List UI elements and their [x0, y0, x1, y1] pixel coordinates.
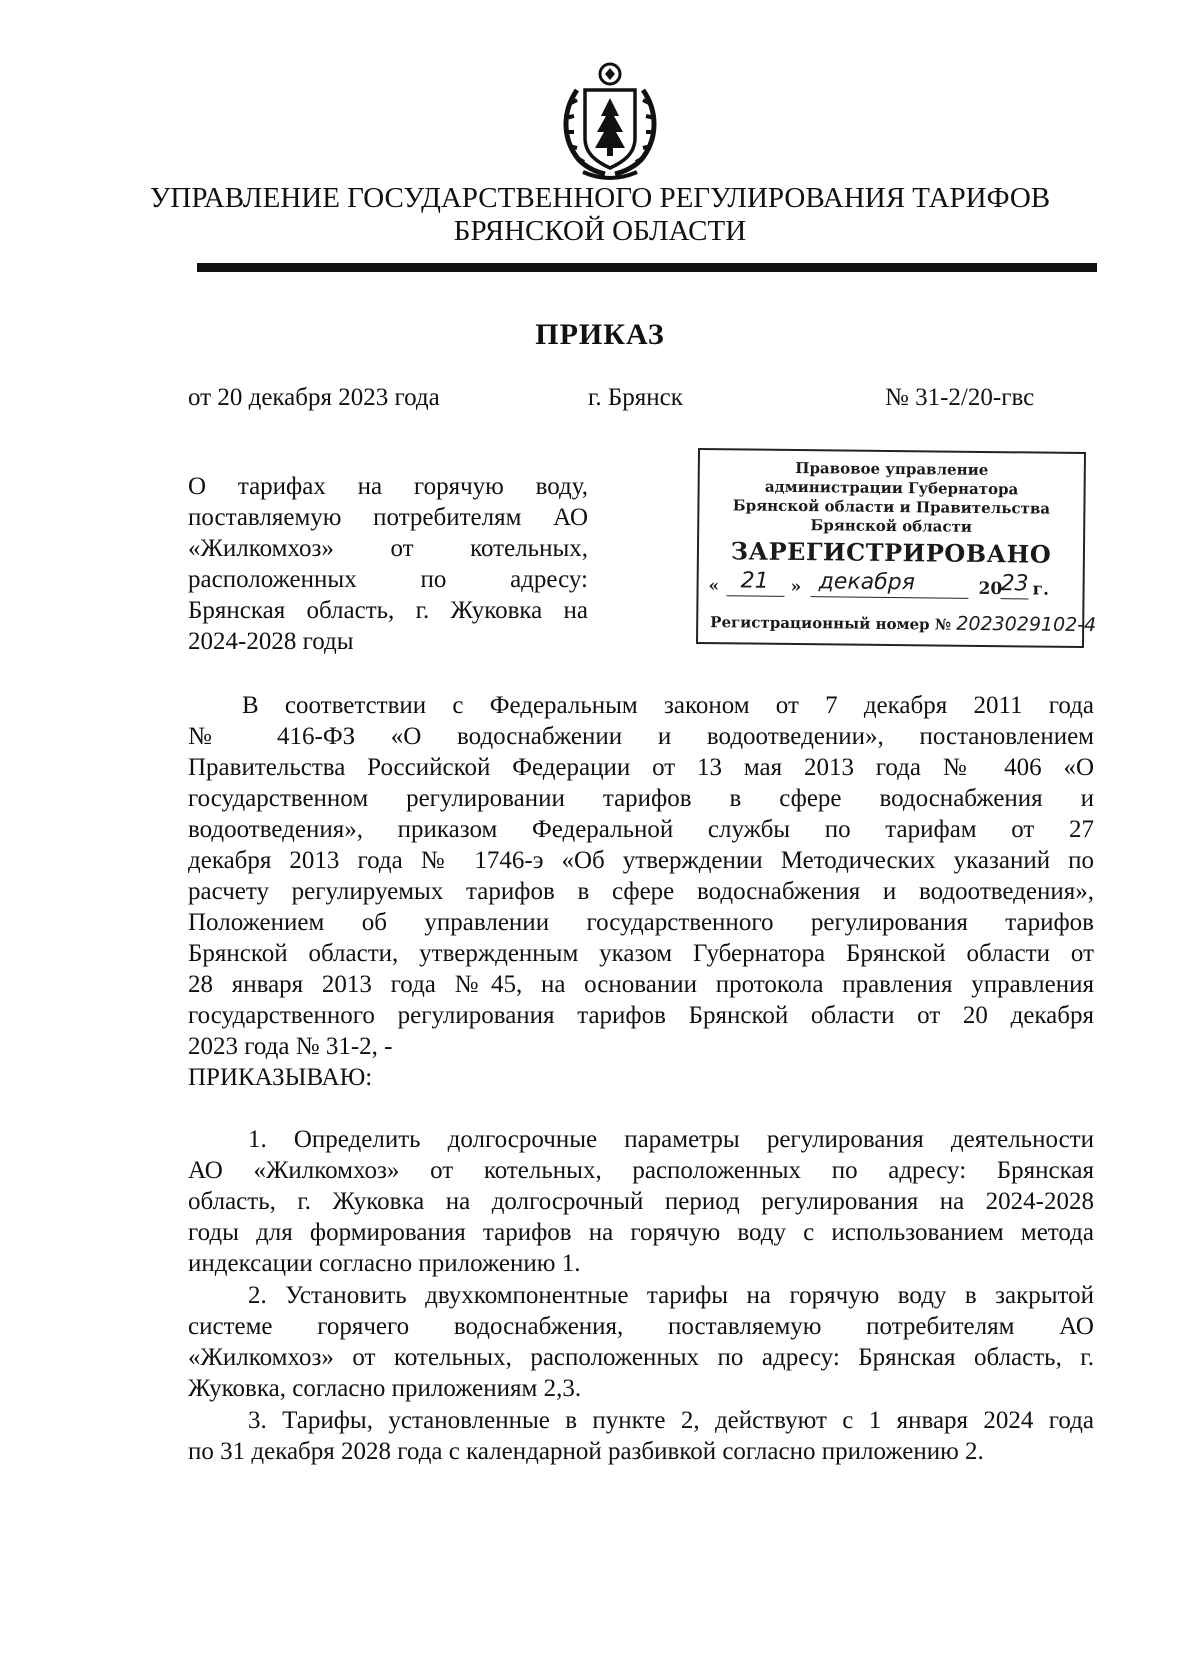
- stamp-registration-number: [710, 610, 1096, 636]
- preamble-paragraph: [188, 690, 1094, 1093]
- stamp-day-underline: [726, 595, 784, 597]
- stamp-line-1: Правовое управление: [795, 458, 989, 480]
- stamp-line-2: администрации Губернатора: [764, 477, 1019, 499]
- preamble-line: государственного регулирования тарифов Брянской области от 20 декабря: [188, 1002, 1094, 1029]
- subject-line: расположенных по адресу:: [188, 566, 588, 593]
- registration-stamp: [696, 448, 1097, 648]
- stamp-day-handwritten: 21: [740, 568, 769, 594]
- stamp-line-4: Брянской области: [810, 516, 973, 536]
- stamp-reg-label: Регистрационный номер №: [710, 613, 952, 634]
- preamble-line: 28 января 2013 года №45, на основании протокола правления управления: [188, 971, 1094, 998]
- order-item-2: [188, 1280, 1094, 1404]
- subject-line: поставляемую потребителям АО: [188, 504, 588, 531]
- preamble-line: Брянской области, утвержденным указом Губернатора Брянской области от: [188, 940, 1094, 967]
- item-line: системе горячего водоснабжения, поставляемую потребителям АО: [188, 1313, 1094, 1340]
- item-line: индексации согласно приложению 1.: [188, 1250, 581, 1277]
- preamble-line: государственном регулировании тарифов в сфере водоснабжения и: [188, 785, 1094, 812]
- document-subject: [188, 471, 588, 657]
- preamble-line: Положением об управлении государственного регулирования тарифов: [188, 909, 1094, 936]
- preamble-line: № 416-ФЗ «О водоснабжении и водоотведении», постановлением: [188, 723, 1094, 750]
- stamp-date-line: [698, 566, 1082, 604]
- organization-name: [120, 182, 1080, 248]
- subject-line: О тарифах на горячую воду,: [188, 473, 588, 500]
- coat-of-arms-emblem: [555, 60, 665, 185]
- preamble-line: водоотведения», приказом Федеральной службы по тарифам от 27: [188, 816, 1094, 843]
- item-line: 1. Определить долгосрочные параметры регулирования деятельности: [248, 1126, 1094, 1153]
- stamp-year-handwritten: 23: [1000, 571, 1029, 597]
- stamp-month-underline: [810, 596, 968, 599]
- subject-line: Брянская область, г. Жуковка на: [188, 597, 588, 624]
- item-line: «Жилкомхоз» от котельных, расположенных по адресу: Брянская область, г.: [188, 1344, 1094, 1371]
- order-word: ПРИКАЗЫВАЮ:: [188, 1064, 373, 1091]
- preamble-line: расчету регулируемых тарифов в сфере водоснабжения и водоотведения»,: [188, 878, 1094, 905]
- organization-line-1: УПРАВЛЕНИЕ ГОСУДАРСТВЕННОГО РЕГУЛИРОВАНИЯ ТАРИФОВ: [149, 182, 1051, 214]
- item-line: 2. Установить двухкомпонентные тарифы на горячую воду в закрытой: [248, 1282, 1094, 1309]
- document-date: от 20 декабря 2023 года: [188, 384, 440, 411]
- document-city: г. Брянск: [588, 384, 683, 411]
- preamble-line: Правительства Российской Федерации от 13 мая 2013 года № 406 «О: [188, 754, 1094, 781]
- stamp-year-prefix: 20: [978, 578, 1003, 600]
- preamble-line: В соответствии с Федеральным законом от 7 декабря 2011 года: [242, 692, 1094, 719]
- preamble-line: 2023 года № 31-2, -: [188, 1033, 393, 1060]
- stamp-month-handwritten: декабря: [818, 569, 916, 596]
- stamp-registered: ЗАРЕГИСТРИРОВАНО: [730, 536, 1052, 569]
- order-item-1: [188, 1124, 1094, 1279]
- item-line: область, г. Жуковка на долгосрочный период регулирования на 2024-2028: [188, 1188, 1094, 1215]
- stamp-year-underline: [1000, 598, 1028, 599]
- subject-line: 2024-2028 годы: [188, 628, 354, 655]
- stamp-year-end: г.: [1032, 579, 1050, 600]
- item-line: 3. Тарифы, установленные в пункте 2, действуют с 1 января 2024 года: [248, 1407, 1094, 1434]
- item-line: по 31 декабря 2028 года с календарной разбивкой согласно приложению 2.: [188, 1438, 984, 1465]
- preamble-line: декабря 2013 года № 1746-э «Об утверждении Методических указаний по: [188, 847, 1094, 874]
- item-line: Жуковка, согласно приложениям 2,3.: [188, 1375, 582, 1402]
- order-item-3: [188, 1405, 1094, 1467]
- subject-line: «Жилкомхоз» от котельных,: [188, 535, 588, 562]
- stamp-quote-close: »: [790, 576, 802, 598]
- document-number: № 31-2/20-гвс: [885, 384, 1035, 411]
- stamp-reg-number-handwritten: 2023029102-4: [956, 612, 1097, 637]
- stamp-quote-open: «: [708, 576, 720, 597]
- document-title: ПРИКАЗ: [535, 318, 665, 351]
- stamp-authority: [699, 458, 1084, 538]
- item-line: АО «Жилкомхоз» от котельных, расположенных по адресу: Брянская: [188, 1157, 1094, 1184]
- header-divider: [197, 263, 1097, 272]
- item-line: годы для формирования тарифов на горячую воду с использованием метода: [188, 1219, 1094, 1246]
- stamp-line-3: Брянской области и Правительства: [732, 496, 1051, 518]
- organization-line-2: БРЯНСКОЙ ОБЛАСТИ: [453, 215, 747, 247]
